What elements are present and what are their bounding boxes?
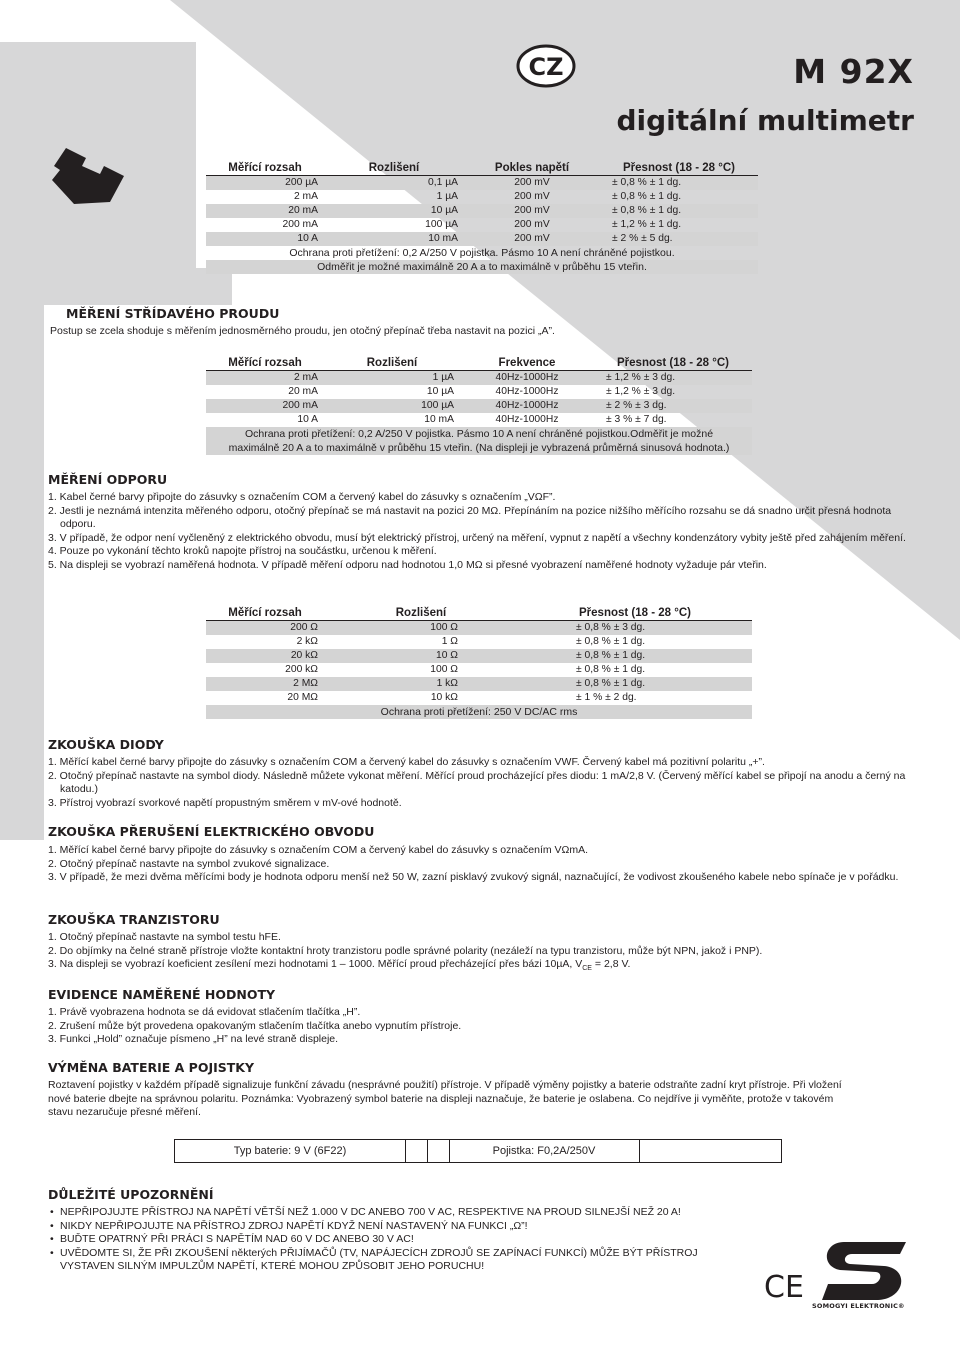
table-row: 200 mA 100 µA 200 mV ± 1,2 % ± 1 dg. [282,219,682,230]
list-item: 1. Měřící kabel černé barvy připojte do zásuvky s označením COM a červený kabel do zásuvky s označením VWF. Červený kabel má pozitivní polaritu „+”. [48,756,765,768]
hold-steps [48,1006,918,1047]
list-item: • BUĎTE OPATRNÝ PŘI PRÁCI S NAPĚTÍM NAD 60 V DC ANEBO 30 V AC! [48,1233,748,1247]
list-item: 5. Na displeji se vyobrazí naměřená hodnota. V případě měření odporu nad hodnotou 1,0 MΩ si přesné vyobrazení naměřené hodnoty vyžaduje pár vteřin. [48,558,767,571]
dc-current-table [206,160,758,274]
ce-mark-text: CE [764,1270,804,1302]
table-row: 2 kΩ 1 Ω ± 0,8 % ± 1 dg. [296,636,646,647]
table-row: 20 MΩ 10 kΩ ± 1 % ± 2 dg. [287,692,637,703]
battery-text: Roztavení pojistky v každém případě signalizuje funkční závadu (nesprávné použití) přístroje. V případě výměny pojistky a baterie odstraňte zadní kryt přístroje. Při vložení nové baterie dbejte na správnou polaritu. Poznámka: Vyobrazený symbol baterie na displeji naznačuje, že baterie je oslabena. Co nejdříve ji vyměňte, protože v takovém stavu nezaručuje přesné měření. [48,1079,842,1118]
warnings-title: DŮLEŽITÉ UPOZORNĚNÍ [48,1187,214,1202]
table-row: 2 MΩ 1 kΩ ± 0,8 % ± 1 dg. [206,677,752,691]
column-header: Měřící rozsah [206,355,324,371]
list-item: 3. Na displeji se vyobrazí koeficient zesílení mezi hodnotami 1 – 1000. Měřící proud přecházející přes bázi 10µA, $V_{CE} = 2,8$ V. [48,958,631,973]
model-title: M 92X [793,52,914,91]
warnings-list [48,1206,748,1274]
column-header: Rozlišení [324,605,518,621]
table-note: maximálně 20 A a to maximálně v průběhu 15 vteřin. (Na displeji je vybrazená průměrná sinusová hodnota.) [206,441,752,455]
table-row: 10 A 10 mA 200 mV ± 2 % ± 5 dg. [206,232,758,246]
box-divider [427,1140,450,1162]
list-item: 3. Funkci „Hold” označuje písmeno „H” na levé straně displeje. [48,1033,339,1045]
language-badge [516,44,576,88]
list-item: 1. Kabel černé barvy připojte do zásuvky s označením COM a červený kabel do zásuvky s označením „VΩF”. [48,491,556,503]
table-row: 20 mA 10 µA 40Hz-1000Hz ± 1,2 % ± 3 dg. [288,386,676,397]
column-header: Přesnost (18 - 28 °C) [594,355,752,371]
table-row: 20 mA 10 µA 200 mV ± 0,8 % ± 1 dg. [206,204,758,218]
list-item: 1. Měřící kabel černé barvy připojte do zásuvky s označením COM a červený kabel do zásuvky s označením VΩmA. [48,844,589,856]
list-item: 3. Přístroj vyobrazí svorkové napětí propustným směrem v mV-ové hodnotě. [48,796,402,809]
table-row: 2 mA 1 µA 40Hz-1000Hz ± 1,2 % ± 3 dg. [206,371,752,386]
list-item: 4. Pouze po vykonání těchto kroků napojte přístroj na součástku, určenou k měření. [48,545,437,557]
resistance-title: MĚŘENÍ ODPORU [48,472,168,487]
table-note: Ochrana proti přetížení: 0,2 A/250 V pojistka. Pásmo 10 A není chráněné pojistkou. [289,247,675,259]
list-item: 1. Otočný přepínač nastavte na symbol testu hFE. [48,931,281,943]
list-item: 2. Otočný přepínač nastavte na symbol zvukové signalizace. [48,857,330,870]
column-header: Přesnost (18 - 28 °C) [518,605,752,621]
diode-title: ZKOUŠKA DIODY [48,737,164,752]
table-row: 200 Ω 100 Ω ± 0,8 % ± 3 dg. [206,621,752,636]
battery-fuse-box [174,1139,782,1163]
somogyi-logo-icon [814,1238,912,1304]
list-item: 2. Zrušení může být provedena opakovaným stlačením tlačítka anebo vypnutím přístroje. [48,1019,462,1032]
ac-current-text: Postup se zcela shoduje s měřením jednosměrného proudu, jen otočný přepínač třeba nastavit na pozici „A”. [50,325,555,337]
language-code: CZ [528,53,564,81]
table-row: 200 mA 100 µA 40Hz-1000Hz ± 2 % ± 3 dg. [206,399,752,413]
list-item: 2. Otočný přepínač nastavte na symbol diody. Následně můžete vykonat měření. Měřící proud procházející přes diodu: 1 mA/2,8 V. (Červený měřící kabel se připojí na anodu a černý na katodu.) [48,769,906,795]
table-row: 200 kΩ 100 Ω ± 0,8 % ± 1 dg. [285,664,646,675]
list-item: 3. V případě, že mezi dvěma měřícími body je hodnota odporu menší než 50 W, zazní pisklavý zvukový signál, naznačující, že vodivost zkoušeného kabele nebo spínače je v pořádku. [48,871,899,883]
table-row: 2 mA 1 µA 200 mV ± 0,8 % ± 1 dg. [293,191,682,202]
column-header: Měřící rozsah [206,605,324,621]
plug-icon [44,140,130,210]
fuse-type: Pojistka: F0,2A/250V [449,1140,640,1162]
ac-current-title: MĚŘENÍ STŘÍDAVÉHO PROUDU [66,306,280,321]
list-item: 2. Jestli je neznámá intenzita měřeného odporu, otočný přepínač se má nastavit na pozici 20 MΩ. Přepínáním na pozice nižšího měřícího rozsahu se dá snadno určit přesná hodnota odporu. [48,504,892,530]
transistor-steps [48,931,918,976]
battery-type: Typ baterie: 9 V (6F22) [175,1140,406,1162]
column-header: Měřící rozsah [206,160,324,176]
hold-title: EVIDENCE NAMĚŘENÉ HODNOTY [48,987,276,1002]
list-item: 1. Právě vyobrazena hodnota se dá evidovat stlačením tlačítka „H”. [48,1006,361,1018]
ce-mark-icon [764,1268,804,1302]
table-row: 10 A 10 mA 40Hz-1000Hz ± 3 % ± 7 dg. [297,414,667,425]
column-header: Pokles napětí [464,160,600,176]
list-item: • NEPŘIPOJUJTE PŘÍSTROJ NA NAPĚTÍ VĚTŠÍ NEŽ 1.000 V DC ANEBO 700 V AC, RESPEKTIVE NA PROUD SILNEJŠÍ NEŽ 20 A! [48,1206,748,1220]
diode-steps [48,756,918,810]
resistance-steps [48,491,918,572]
list-item: • NIKDY NEPŘIPOJUJTE NA PŘÍSTROJ ZDROJ NAPĚTÍ KDYŽ NENÍ NASTAVENÝ NA FUNKCI „Ω”! [48,1220,748,1234]
battery-title: VÝMĚNA BATERIE A POJISTKY [48,1060,255,1075]
continuity-steps [48,844,918,885]
box-divider [405,1140,428,1162]
table-row: 200 µA 0,1 µA 200 mV ± 0,8 % ± 1 dg. [206,176,758,191]
list-item: 3. V případě, že odpor není vyčleněný z elektrického obvodu, musí být elektrický přístroj, určený na měření, vypnut z napětí a všechny kondenzátory vybity ještě před zahájením měření. [48,531,906,544]
continuity-title: ZKOUŠKA PŘERUŠENÍ ELEKTRICKÉHO OBVODU [48,824,375,839]
column-header: Rozlišení [324,355,460,371]
transistor-title: ZKOUŠKA TRANZISTORU [48,912,220,927]
column-header: Přesnost (18 - 28 °C) [600,160,758,176]
list-item: • UVĚDOMTE SI, ŽE PŘI ZKOUŠENÍ některých PŘIJÍMAČŮ (TV, NAPÁJECÍCH ZDROJŮ SE ZAPÍNACÍ FUNKCÍ) MŮŽE BÝT PŘÍSTROJ VYSTAVEN SILNÝM IMPULZŮM NAPĚTÍ, KTERÉ MOHOU ZPŮSOBIT JEHO PORUCHU! [48,1247,748,1274]
table-note: Ochrana proti přetížení: 0,2 A/250 V pojistka. Pásmo 10 A není chráněné pojistkou.Odměřit je možné [206,427,752,441]
table-row: 20 kΩ 10 Ω ± 0,8 % ± 1 dg. [206,649,752,663]
table-note: Ochrana proti přetížení: 250 V DC/AC rms [206,705,752,719]
table-note: Odměřit je možné maximálně 20 A a to maximálně v průběhu 15 vteřin. [206,260,758,274]
ac-current-table [206,355,752,455]
brand-name: SOMOGYI ELEKTRONIC® [812,1302,905,1310]
column-header: Rozlišení [324,160,464,176]
document-subtitle: digitální multimetr [616,104,914,137]
column-header: Frekvence [460,355,594,371]
list-item: 2. Do objímky na čelné straně přístroje vložte kontaktní hroty tranzistoru podle správné polarity (nezáleží na typu tranzistoru, může být NPN, jakož i PNP). [48,944,763,957]
resistance-table [206,605,752,719]
